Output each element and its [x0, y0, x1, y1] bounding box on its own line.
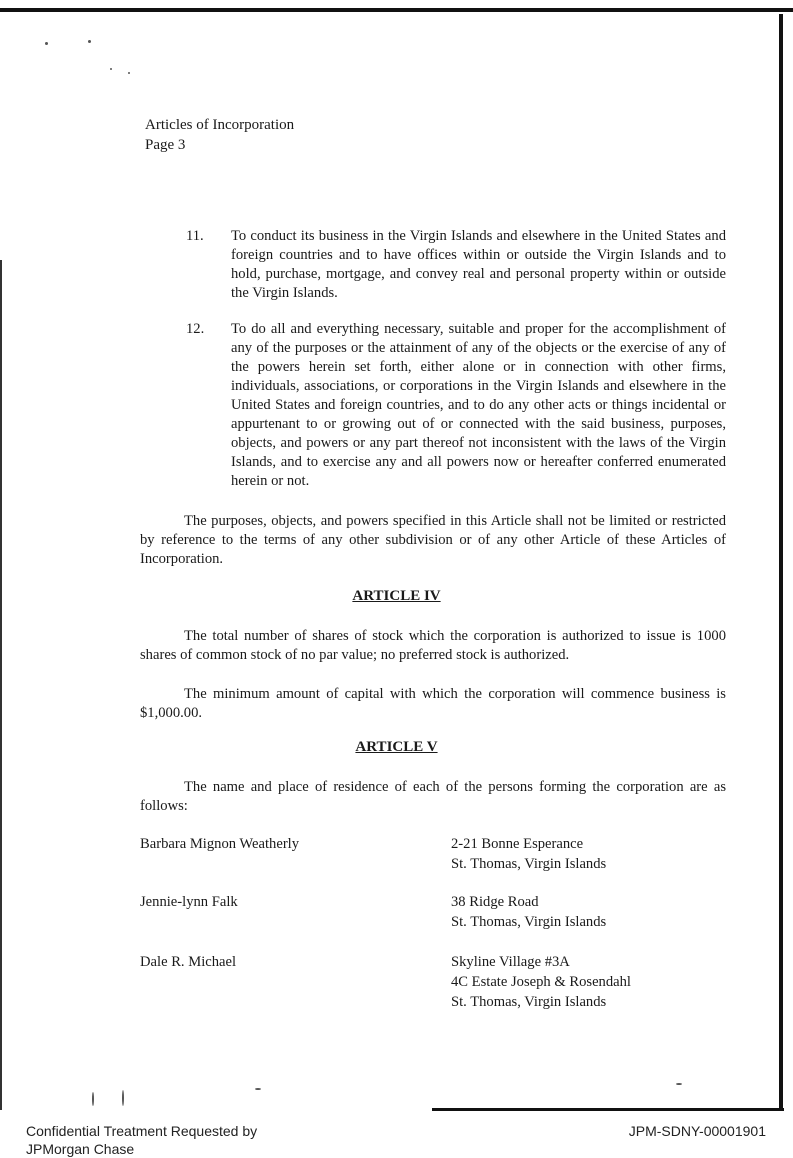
document-header — [145, 115, 294, 155]
article-iv-heading: ARTICLE IV — [352, 588, 441, 604]
capital-paragraph: The minimum amount of capital with which the corporation will commence business is $1,000.00. — [140, 686, 726, 721]
article-v-heading: ARTICLE V — [355, 739, 438, 755]
purposes-closing-paragraph: The purposes, objects, and powers specified in this Article shall not be limited or restricted by reference to the terms of any other subdivision or of any other Article of these Articles of Incorporation. — [140, 513, 726, 567]
purpose-item-11 — [186, 227, 726, 307]
purpose-number: 11. — [186, 228, 204, 244]
purpose-item-12 — [186, 320, 726, 489]
address-line: 2-21 Bonne Esperance — [451, 836, 584, 852]
purpose-number: 12. — [186, 321, 205, 337]
scan-speck — [128, 72, 130, 74]
scan-speck — [676, 1083, 682, 1085]
incorporator-address — [451, 952, 631, 1012]
confidential-notice — [26, 1122, 257, 1158]
incorporator-address — [451, 834, 606, 874]
incorporator-name: Jennie-lynn Falk — [140, 894, 238, 910]
purpose-text: To conduct its business in the Virgin Islands and elsewhere in the United States and foreign countries and to have offices within or outside the Virgin Islands and to hold, purchase, mortgage, and convey real and personal property within or outside the Virgin Islands. — [231, 228, 726, 301]
scan-speck — [255, 1088, 261, 1090]
address-line: 4C Estate Joseph & Rosendahl — [451, 974, 631, 990]
address-line: St. Thomas, Virgin Islands — [451, 856, 607, 872]
scan-top-border — [0, 8, 793, 12]
document-title: Articles of Incorporation — [145, 117, 295, 133]
page-number: Page 3 — [145, 137, 186, 153]
shares-paragraph: The total number of shares of stock which the corporation is authorized to issue is 1000 shares of common stock of no par value; no preferred stock is authorized. — [140, 628, 726, 663]
confidential-line: Confidential Treatment Requested by — [26, 1123, 258, 1139]
incorporator-address — [451, 892, 606, 932]
confidential-line: JPMorgan Chase — [26, 1141, 135, 1157]
address-line: St. Thomas, Virgin Islands — [451, 914, 607, 930]
address-line: St. Thomas, Virgin Islands — [451, 994, 607, 1010]
scan-left-margin-line — [0, 260, 2, 1110]
scan-right-border — [779, 14, 783, 1110]
scan-speck — [88, 40, 91, 43]
scan-speck — [110, 68, 112, 70]
scan-speck — [92, 1092, 94, 1106]
scan-speck — [45, 42, 48, 45]
address-line: Skyline Village #3A — [451, 954, 570, 970]
incorporator-name: Dale R. Michael — [140, 954, 237, 970]
incorporator-name: Barbara Mignon Weatherly — [140, 836, 300, 852]
scan-bottom-border — [432, 1108, 784, 1111]
bates-number: JPM-SDNY-00001901 — [628, 1123, 766, 1139]
incorporators-intro: The name and place of residence of each of the persons forming the corporation are as follows: — [140, 779, 726, 814]
purpose-text: To do all and everything necessary, suitable and proper for the accomplishment of any of the purposes or the attainment of any of the objects or the exercise of any of the powers herein set forth, either alone or in connection with other firms, individuals, associations, or corporations in the Virgin Islands and elsewhere in the United States and foreign countries, and to do any other acts or things incidental or appurtenant to or growing out of or connected with the said business, purposes, objects, and powers or any part thereof not inconsistent with the laws of the Virgin Islands, and to exercise any and all powers now or hereafter conferred enumerated herein or not. — [231, 321, 726, 489]
address-line: 38 Ridge Road — [451, 894, 539, 910]
scan-speck — [122, 1090, 124, 1106]
